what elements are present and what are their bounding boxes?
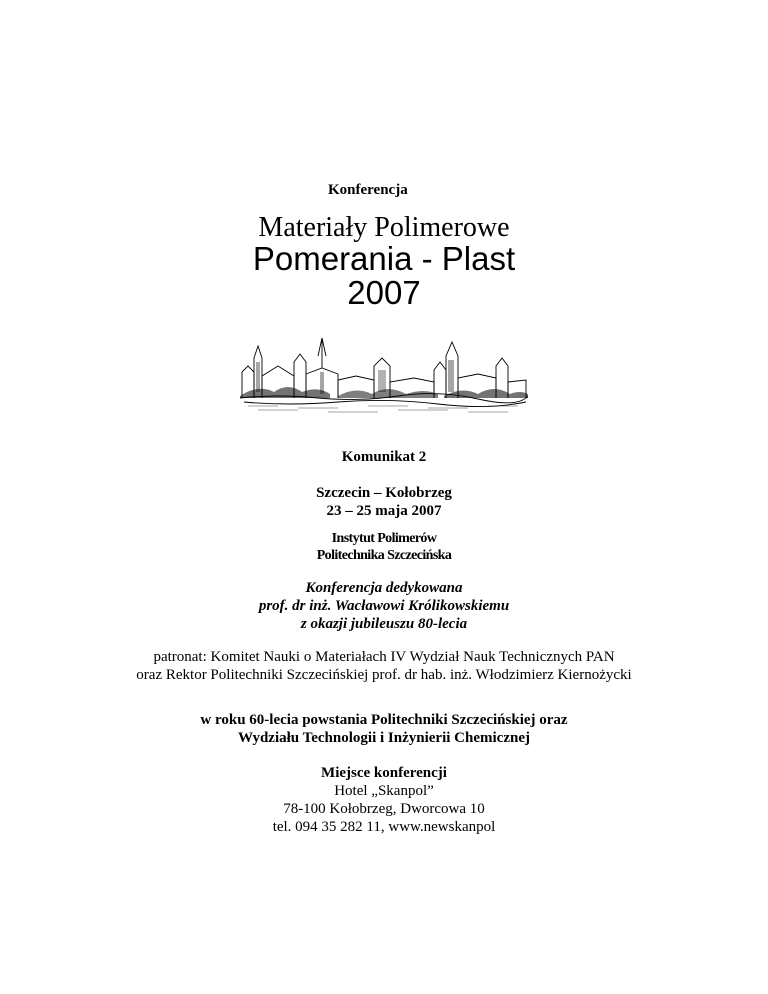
venue-hotel: Hotel „Skanpol”	[334, 783, 434, 799]
organizer	[0, 530, 768, 564]
dedication-line-1: Konferencja dedykowana	[305, 580, 463, 596]
anniversary-line-1: w roku 60-lecia powstania Politechniki Szczecińskiej oraz	[200, 712, 568, 728]
university: Politechnika Szczecińska	[316, 548, 452, 563]
communique-number: Komunikat 2	[341, 449, 427, 465]
title-line-3: 2007	[347, 274, 421, 311]
location-dates	[0, 484, 768, 520]
patronage-line-2: oraz Rektor Politechniki Szczecińskiej prof. dr hab. inż. Włodzimierz Kiernożycki	[136, 667, 632, 683]
venue-heading: Miejsce konferencji	[321, 765, 447, 781]
dedication-line-3: z okazji jubileuszu 80-lecia	[300, 616, 468, 632]
anniversary-line-2: Wydziału Technologii i Inżynierii Chemicznej	[238, 730, 530, 746]
venue-address: 78-100 Kołobrzeg, Dworcowa 10	[283, 801, 485, 817]
dates: 23 – 25 maja 2007	[326, 503, 442, 519]
dedication	[0, 579, 768, 633]
title-line-1: Materiały Polimerowe	[258, 212, 510, 243]
dedication-line-2: prof. dr inż. Wacławowi Królikowskiemu	[258, 598, 510, 614]
patronage	[0, 648, 768, 684]
cities: Szczecin – Kołobrzeg	[316, 485, 452, 501]
conference-label: Konferencja	[328, 182, 408, 198]
patronage-line-1: patronat: Komitet Nauki o Materiałach IV Wydział Nauk Technicznych PAN	[153, 649, 615, 665]
venue	[0, 764, 768, 836]
city-skyline-illustration	[238, 336, 530, 418]
venue-contact: tel. 094 35 282 11, www.newskanpol	[272, 819, 496, 835]
institute: Instytut Polimerów	[331, 531, 437, 546]
anniversary	[0, 711, 768, 747]
title-line-2: Pomerania - Plast	[252, 240, 516, 277]
